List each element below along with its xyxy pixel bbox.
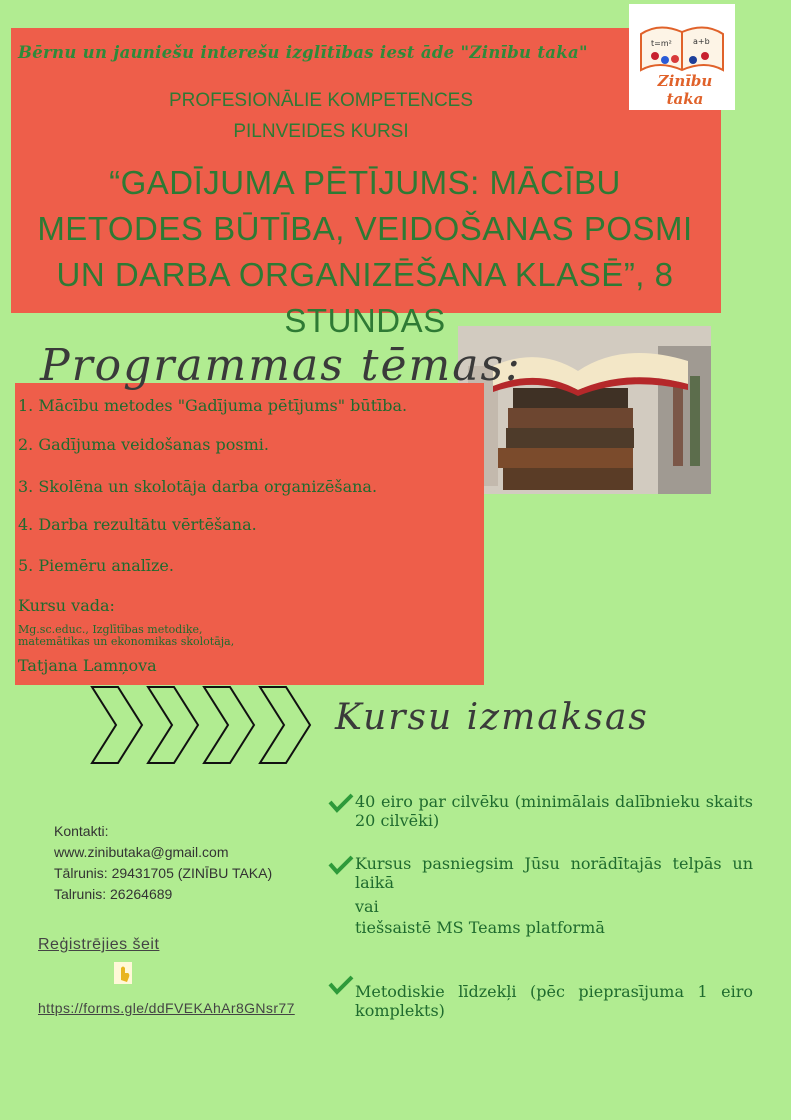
checkmark-icon (328, 975, 354, 995)
registration-form-link[interactable]: https://forms.gle/ddFVEKAhAr8GNsr77 (38, 1000, 295, 1016)
contact-phone-1: Tālrunis: 29431705 (ZINĪBU TAKA) (54, 865, 273, 881)
topics-heading: Programmas tēmas: (40, 340, 522, 391)
checkmark-icon (328, 855, 354, 875)
cost-item: Metodiskie līdzekļi (pēc pieprasījuma 1 eiro komplekts) (355, 982, 753, 1020)
topic-item: 2. Gadījuma veidošanas posmi. (18, 435, 269, 454)
contacts-label: Kontakti: (54, 823, 109, 839)
hand-pointer-icon (114, 962, 132, 984)
svg-text:t=m²: t=m² (651, 39, 672, 48)
topic-item: 4. Darba rezultātu vērtēšana. (18, 515, 257, 534)
topic-item: 1. Mācību metodes "Gadījuma pētījums" būtība. (18, 396, 408, 415)
subtitle-line-2: PILNVEIDES KURSI (233, 121, 409, 142)
lead-desc-line-1: Mg.sc.educ., Izglītības metodiķe, (18, 623, 203, 636)
register-link[interactable]: Reģistrējies šeit (38, 936, 160, 953)
course-title: “GADĪJUMA PĒTĪJUMS: MĀCĪBU METODES BŪTĪBA, VEIDOŠANAS POSMI UN DARBA ORGANIZĒŠANA KLASĒ”, 8 STUNDAS (37, 164, 693, 339)
lead-name: Tatjana Lamņova (18, 656, 157, 675)
contact-email[interactable]: www.zinibutaka@gmail.com (54, 844, 229, 860)
cost-item: Kursus pasniegsim Jūsu norādītajās telpās un laikā (355, 854, 753, 892)
organization-name: Bērnu un jauniešu interešu izglītības iest āde "Zinību taka" (18, 43, 588, 62)
cost-item-or: vai (355, 897, 379, 916)
topic-item: 5. Piemēru analīze. (18, 556, 174, 575)
cost-item-online: tiešsaistē MS Teams platformā (355, 918, 605, 937)
lead-label: Kursu vada: (18, 596, 115, 615)
checkmark-icon (328, 793, 354, 813)
logo-text: Zinību taka (657, 72, 713, 108)
subtitle-line-1: PROFESIONĀLIE KOMPETENCES (168, 90, 474, 111)
cost-heading: Kursu izmaksas (335, 697, 649, 738)
contact-phone-2: Talrunis: 26264689 (54, 886, 173, 902)
topic-item: 3. Skolēna un skolotāja darba organizēšana. (18, 477, 378, 496)
lead-desc-line-2: matemātikas un ekonomikas skolotāja, (18, 635, 235, 648)
svg-text:a+b: a+b (693, 37, 710, 46)
chevron-arrows-icon (90, 685, 315, 767)
cost-item: 40 eiro par cilvēku (minimālais dalībnieku skaits 20 cilvēki) (355, 792, 753, 830)
lead-description (18, 624, 318, 648)
